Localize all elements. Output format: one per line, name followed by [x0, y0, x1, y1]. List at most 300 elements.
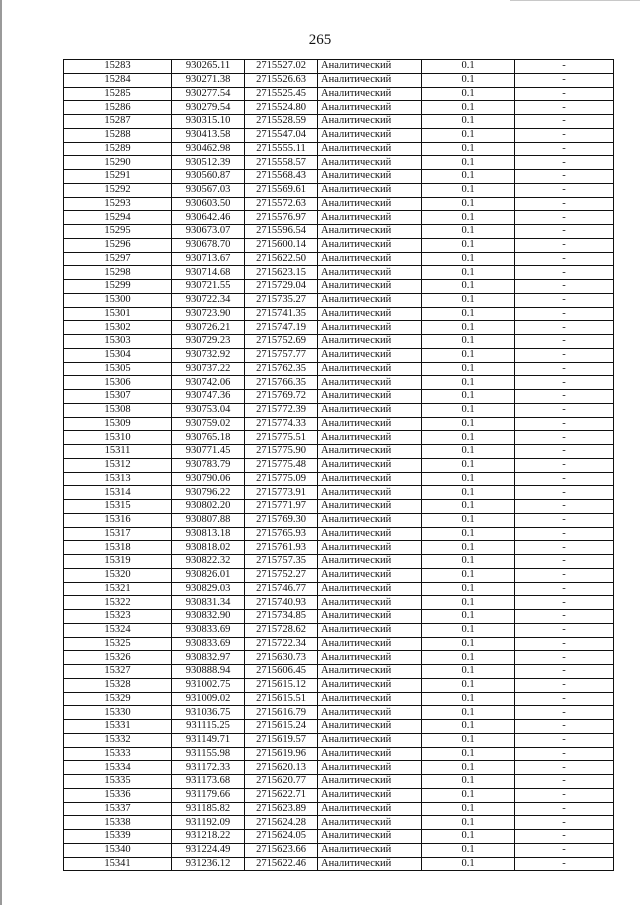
note-cell: - [515, 733, 614, 747]
table-row [64, 252, 614, 266]
note-cell: - [515, 623, 614, 637]
x-coordinate-cell: 931218.22 [172, 830, 245, 844]
accuracy-cell: 0.1 [422, 720, 515, 734]
note-cell: - [515, 238, 614, 252]
method-cell: Аналитический [318, 527, 422, 541]
accuracy-cell: 0.1 [422, 183, 515, 197]
y-coordinate-cell: 2715558.57 [245, 156, 318, 170]
y-coordinate-cell: 2715619.57 [245, 733, 318, 747]
x-coordinate-cell: 931173.68 [172, 775, 245, 789]
point-id-cell: 15332 [64, 733, 172, 747]
point-id-cell: 15335 [64, 775, 172, 789]
method-cell: Аналитический [318, 678, 422, 692]
accuracy-cell: 0.1 [422, 775, 515, 789]
table-row [64, 293, 614, 307]
y-coordinate-cell: 2715740.93 [245, 596, 318, 610]
note-cell: - [515, 830, 614, 844]
accuracy-cell: 0.1 [422, 211, 515, 225]
table-row [64, 170, 614, 184]
x-coordinate-cell: 930753.04 [172, 403, 245, 417]
method-cell: Аналитический [318, 775, 422, 789]
accuracy-cell: 0.1 [422, 238, 515, 252]
method-cell: Аналитический [318, 802, 422, 816]
y-coordinate-cell: 2715729.04 [245, 280, 318, 294]
x-coordinate-cell: 930560.87 [172, 170, 245, 184]
note-cell: - [515, 802, 614, 816]
table-row [64, 403, 614, 417]
table-row [64, 115, 614, 129]
x-coordinate-cell: 931149.71 [172, 733, 245, 747]
accuracy-cell: 0.1 [422, 225, 515, 239]
note-cell: - [515, 197, 614, 211]
accuracy-cell: 0.1 [422, 802, 515, 816]
method-cell: Аналитический [318, 128, 422, 142]
method-cell: Аналитический [318, 445, 422, 459]
accuracy-cell: 0.1 [422, 651, 515, 665]
accuracy-cell: 0.1 [422, 417, 515, 431]
x-coordinate-cell: 930759.02 [172, 417, 245, 431]
y-coordinate-cell: 2715747.19 [245, 321, 318, 335]
table-row [64, 568, 614, 582]
table-row [64, 60, 614, 74]
method-cell: Аналитический [318, 788, 422, 802]
point-id-cell: 15312 [64, 458, 172, 472]
x-coordinate-cell: 930721.55 [172, 280, 245, 294]
x-coordinate-cell: 930713.67 [172, 252, 245, 266]
table-row [64, 348, 614, 362]
accuracy-cell: 0.1 [422, 555, 515, 569]
x-coordinate-cell: 930678.70 [172, 238, 245, 252]
accuracy-cell: 0.1 [422, 541, 515, 555]
method-cell: Аналитический [318, 390, 422, 404]
table-row [64, 376, 614, 390]
method-cell: Аналитический [318, 555, 422, 569]
y-coordinate-cell: 2715524.80 [245, 101, 318, 115]
method-cell: Аналитический [318, 706, 422, 720]
note-cell: - [515, 486, 614, 500]
scan-edge-left [0, 0, 2, 905]
y-coordinate-cell: 2715615.24 [245, 720, 318, 734]
point-id-cell: 15306 [64, 376, 172, 390]
accuracy-cell: 0.1 [422, 637, 515, 651]
x-coordinate-cell: 930642.46 [172, 211, 245, 225]
y-coordinate-cell: 2715623.15 [245, 266, 318, 280]
point-id-cell: 15333 [64, 747, 172, 761]
y-coordinate-cell: 2715615.51 [245, 692, 318, 706]
method-cell: Аналитический [318, 252, 422, 266]
note-cell: - [515, 403, 614, 417]
accuracy-cell: 0.1 [422, 115, 515, 129]
note-cell: - [515, 472, 614, 486]
y-coordinate-cell: 2715752.69 [245, 335, 318, 349]
point-id-cell: 15309 [64, 417, 172, 431]
table-row [64, 101, 614, 115]
accuracy-cell: 0.1 [422, 472, 515, 486]
x-coordinate-cell: 930726.21 [172, 321, 245, 335]
table-row [64, 843, 614, 857]
y-coordinate-cell: 2715630.73 [245, 651, 318, 665]
accuracy-cell: 0.1 [422, 128, 515, 142]
accuracy-cell: 0.1 [422, 87, 515, 101]
accuracy-cell: 0.1 [422, 362, 515, 376]
method-cell: Аналитический [318, 307, 422, 321]
point-id-cell: 15297 [64, 252, 172, 266]
point-id-cell: 15288 [64, 128, 172, 142]
scan-edge-top [510, 0, 640, 1]
x-coordinate-cell: 930822.32 [172, 555, 245, 569]
table-row [64, 541, 614, 555]
x-coordinate-cell: 931179.66 [172, 788, 245, 802]
note-cell: - [515, 857, 614, 871]
method-cell: Аналитический [318, 761, 422, 775]
point-id-cell: 15296 [64, 238, 172, 252]
accuracy-cell: 0.1 [422, 445, 515, 459]
y-coordinate-cell: 2715606.45 [245, 665, 318, 679]
accuracy-cell: 0.1 [422, 101, 515, 115]
y-coordinate-cell: 2715765.93 [245, 527, 318, 541]
point-id-cell: 15321 [64, 582, 172, 596]
table-row [64, 280, 614, 294]
method-cell: Аналитический [318, 458, 422, 472]
point-id-cell: 15327 [64, 665, 172, 679]
x-coordinate-cell: 930888.94 [172, 665, 245, 679]
note-cell: - [515, 637, 614, 651]
point-id-cell: 15331 [64, 720, 172, 734]
note-cell: - [515, 142, 614, 156]
x-coordinate-cell: 930832.97 [172, 651, 245, 665]
x-coordinate-cell: 930413.58 [172, 128, 245, 142]
method-cell: Аналитический [318, 115, 422, 129]
accuracy-cell: 0.1 [422, 431, 515, 445]
note-cell: - [515, 431, 614, 445]
note-cell: - [515, 843, 614, 857]
point-id-cell: 15341 [64, 857, 172, 871]
accuracy-cell: 0.1 [422, 706, 515, 720]
method-cell: Аналитический [318, 348, 422, 362]
method-cell: Аналитический [318, 431, 422, 445]
y-coordinate-cell: 2715572.63 [245, 197, 318, 211]
accuracy-cell: 0.1 [422, 527, 515, 541]
point-id-cell: 15287 [64, 115, 172, 129]
table-row [64, 582, 614, 596]
point-id-cell: 15319 [64, 555, 172, 569]
method-cell: Аналитический [318, 403, 422, 417]
method-cell: Аналитический [318, 362, 422, 376]
note-cell: - [515, 458, 614, 472]
accuracy-cell: 0.1 [422, 788, 515, 802]
point-id-cell: 15340 [64, 843, 172, 857]
note-cell: - [515, 211, 614, 225]
y-coordinate-cell: 2715741.35 [245, 307, 318, 321]
method-cell: Аналитический [318, 156, 422, 170]
y-coordinate-cell: 2715734.85 [245, 610, 318, 624]
method-cell: Аналитический [318, 142, 422, 156]
note-cell: - [515, 445, 614, 459]
note-cell: - [515, 128, 614, 142]
accuracy-cell: 0.1 [422, 390, 515, 404]
point-id-cell: 15313 [64, 472, 172, 486]
y-coordinate-cell: 2715761.93 [245, 541, 318, 555]
y-coordinate-cell: 2715624.28 [245, 816, 318, 830]
y-coordinate-cell: 2715762.35 [245, 362, 318, 376]
point-id-cell: 15289 [64, 142, 172, 156]
method-cell: Аналитический [318, 747, 422, 761]
x-coordinate-cell: 931224.49 [172, 843, 245, 857]
accuracy-cell: 0.1 [422, 830, 515, 844]
point-id-cell: 15320 [64, 568, 172, 582]
point-id-cell: 15308 [64, 403, 172, 417]
point-id-cell: 15283 [64, 60, 172, 74]
method-cell: Аналитический [318, 692, 422, 706]
x-coordinate-cell: 930265.11 [172, 60, 245, 74]
x-coordinate-cell: 930807.88 [172, 513, 245, 527]
point-id-cell: 15302 [64, 321, 172, 335]
y-coordinate-cell: 2715775.51 [245, 431, 318, 445]
y-coordinate-cell: 2715728.62 [245, 623, 318, 637]
accuracy-cell: 0.1 [422, 816, 515, 830]
point-id-cell: 15284 [64, 73, 172, 87]
accuracy-cell: 0.1 [422, 197, 515, 211]
note-cell: - [515, 60, 614, 74]
method-cell: Аналитический [318, 266, 422, 280]
table-body [64, 60, 614, 871]
x-coordinate-cell: 930673.07 [172, 225, 245, 239]
x-coordinate-cell: 930747.36 [172, 390, 245, 404]
x-coordinate-cell: 930714.68 [172, 266, 245, 280]
table-row [64, 651, 614, 665]
point-id-cell: 15305 [64, 362, 172, 376]
y-coordinate-cell: 2715772.39 [245, 403, 318, 417]
x-coordinate-cell: 931192.09 [172, 816, 245, 830]
y-coordinate-cell: 2715735.27 [245, 293, 318, 307]
x-coordinate-cell: 930732.92 [172, 348, 245, 362]
accuracy-cell: 0.1 [422, 500, 515, 514]
accuracy-cell: 0.1 [422, 60, 515, 74]
method-cell: Аналитический [318, 596, 422, 610]
method-cell: Аналитический [318, 417, 422, 431]
y-coordinate-cell: 2715622.50 [245, 252, 318, 266]
point-id-cell: 15324 [64, 623, 172, 637]
note-cell: - [515, 747, 614, 761]
x-coordinate-cell: 930802.20 [172, 500, 245, 514]
point-id-cell: 15285 [64, 87, 172, 101]
note-cell: - [515, 500, 614, 514]
point-id-cell: 15337 [64, 802, 172, 816]
x-coordinate-cell: 931115.25 [172, 720, 245, 734]
table-row [64, 458, 614, 472]
x-coordinate-cell: 931036.75 [172, 706, 245, 720]
point-id-cell: 15334 [64, 761, 172, 775]
method-cell: Аналитический [318, 101, 422, 115]
point-id-cell: 15315 [64, 500, 172, 514]
method-cell: Аналитический [318, 335, 422, 349]
y-coordinate-cell: 2715624.05 [245, 830, 318, 844]
table-row [64, 555, 614, 569]
table-row [64, 513, 614, 527]
table-row [64, 747, 614, 761]
y-coordinate-cell: 2715771.97 [245, 500, 318, 514]
table-row [64, 472, 614, 486]
point-id-cell: 15317 [64, 527, 172, 541]
method-cell: Аналитический [318, 651, 422, 665]
accuracy-cell: 0.1 [422, 142, 515, 156]
table-row [64, 733, 614, 747]
point-id-cell: 15336 [64, 788, 172, 802]
accuracy-cell: 0.1 [422, 403, 515, 417]
note-cell: - [515, 156, 614, 170]
table-row [64, 775, 614, 789]
table-row [64, 225, 614, 239]
table-row [64, 692, 614, 706]
note-cell: - [515, 610, 614, 624]
table-row [64, 362, 614, 376]
accuracy-cell: 0.1 [422, 280, 515, 294]
note-cell: - [515, 293, 614, 307]
method-cell: Аналитический [318, 843, 422, 857]
table-row [64, 720, 614, 734]
x-coordinate-cell: 931002.75 [172, 678, 245, 692]
y-coordinate-cell: 2715773.91 [245, 486, 318, 500]
note-cell: - [515, 555, 614, 569]
point-id-cell: 15323 [64, 610, 172, 624]
x-coordinate-cell: 930833.69 [172, 623, 245, 637]
accuracy-cell: 0.1 [422, 252, 515, 266]
table-row [64, 238, 614, 252]
note-cell: - [515, 527, 614, 541]
note-cell: - [515, 280, 614, 294]
note-cell: - [515, 266, 614, 280]
point-id-cell: 15286 [64, 101, 172, 115]
x-coordinate-cell: 930796.22 [172, 486, 245, 500]
x-coordinate-cell: 930829.03 [172, 582, 245, 596]
table-row [64, 307, 614, 321]
note-cell: - [515, 307, 614, 321]
method-cell: Аналитический [318, 225, 422, 239]
note-cell: - [515, 335, 614, 349]
note-cell: - [515, 390, 614, 404]
accuracy-cell: 0.1 [422, 857, 515, 871]
x-coordinate-cell: 930315.10 [172, 115, 245, 129]
x-coordinate-cell: 930818.02 [172, 541, 245, 555]
y-coordinate-cell: 2715775.90 [245, 445, 318, 459]
y-coordinate-cell: 2715774.33 [245, 417, 318, 431]
accuracy-cell: 0.1 [422, 307, 515, 321]
method-cell: Аналитический [318, 500, 422, 514]
table-row [64, 445, 614, 459]
table-row [64, 431, 614, 445]
method-cell: Аналитический [318, 87, 422, 101]
table-row [64, 197, 614, 211]
accuracy-cell: 0.1 [422, 458, 515, 472]
accuracy-cell: 0.1 [422, 678, 515, 692]
accuracy-cell: 0.1 [422, 747, 515, 761]
method-cell: Аналитический [318, 623, 422, 637]
method-cell: Аналитический [318, 513, 422, 527]
y-coordinate-cell: 2715757.35 [245, 555, 318, 569]
y-coordinate-cell: 2715769.72 [245, 390, 318, 404]
table-row [64, 321, 614, 335]
table-row [64, 830, 614, 844]
method-cell: Аналитический [318, 830, 422, 844]
method-cell: Аналитический [318, 733, 422, 747]
x-coordinate-cell: 930603.50 [172, 197, 245, 211]
table-row [64, 87, 614, 101]
method-cell: Аналитический [318, 816, 422, 830]
method-cell: Аналитический [318, 637, 422, 651]
y-coordinate-cell: 2715596.54 [245, 225, 318, 239]
point-id-cell: 15294 [64, 211, 172, 225]
method-cell: Аналитический [318, 238, 422, 252]
table-row [64, 802, 614, 816]
note-cell: - [515, 170, 614, 184]
note-cell: - [515, 87, 614, 101]
x-coordinate-cell: 930723.90 [172, 307, 245, 321]
note-cell: - [515, 115, 614, 129]
point-id-cell: 15304 [64, 348, 172, 362]
method-cell: Аналитический [318, 376, 422, 390]
x-coordinate-cell: 930462.98 [172, 142, 245, 156]
y-coordinate-cell: 2715525.45 [245, 87, 318, 101]
note-cell: - [515, 541, 614, 555]
y-coordinate-cell: 2715527.02 [245, 60, 318, 74]
coordinates-table-wrapper [63, 59, 614, 871]
method-cell: Аналитический [318, 170, 422, 184]
point-id-cell: 15310 [64, 431, 172, 445]
y-coordinate-cell: 2715722.34 [245, 637, 318, 651]
x-coordinate-cell: 930831.34 [172, 596, 245, 610]
table-row [64, 266, 614, 280]
method-cell: Аналитический [318, 183, 422, 197]
method-cell: Аналитический [318, 280, 422, 294]
point-id-cell: 15322 [64, 596, 172, 610]
x-coordinate-cell: 930833.69 [172, 637, 245, 651]
point-id-cell: 15290 [64, 156, 172, 170]
method-cell: Аналитический [318, 197, 422, 211]
point-id-cell: 15301 [64, 307, 172, 321]
accuracy-cell: 0.1 [422, 761, 515, 775]
method-cell: Аналитический [318, 541, 422, 555]
x-coordinate-cell: 930742.06 [172, 376, 245, 390]
y-coordinate-cell: 2715746.77 [245, 582, 318, 596]
table-row [64, 596, 614, 610]
table-row [64, 637, 614, 651]
x-coordinate-cell: 931172.33 [172, 761, 245, 775]
x-coordinate-cell: 930765.18 [172, 431, 245, 445]
x-coordinate-cell: 931185.82 [172, 802, 245, 816]
note-cell: - [515, 513, 614, 527]
method-cell: Аналитический [318, 211, 422, 225]
table-row [64, 857, 614, 871]
point-id-cell: 15318 [64, 541, 172, 555]
note-cell: - [515, 596, 614, 610]
accuracy-cell: 0.1 [422, 348, 515, 362]
table-row [64, 816, 614, 830]
table-row [64, 486, 614, 500]
note-cell: - [515, 582, 614, 596]
point-id-cell: 15314 [64, 486, 172, 500]
method-cell: Аналитический [318, 60, 422, 74]
note-cell: - [515, 321, 614, 335]
x-coordinate-cell: 930832.90 [172, 610, 245, 624]
x-coordinate-cell: 930512.39 [172, 156, 245, 170]
table-row [64, 128, 614, 142]
point-id-cell: 15326 [64, 651, 172, 665]
accuracy-cell: 0.1 [422, 266, 515, 280]
x-coordinate-cell: 930813.18 [172, 527, 245, 541]
accuracy-cell: 0.1 [422, 293, 515, 307]
note-cell: - [515, 706, 614, 720]
point-id-cell: 15295 [64, 225, 172, 239]
